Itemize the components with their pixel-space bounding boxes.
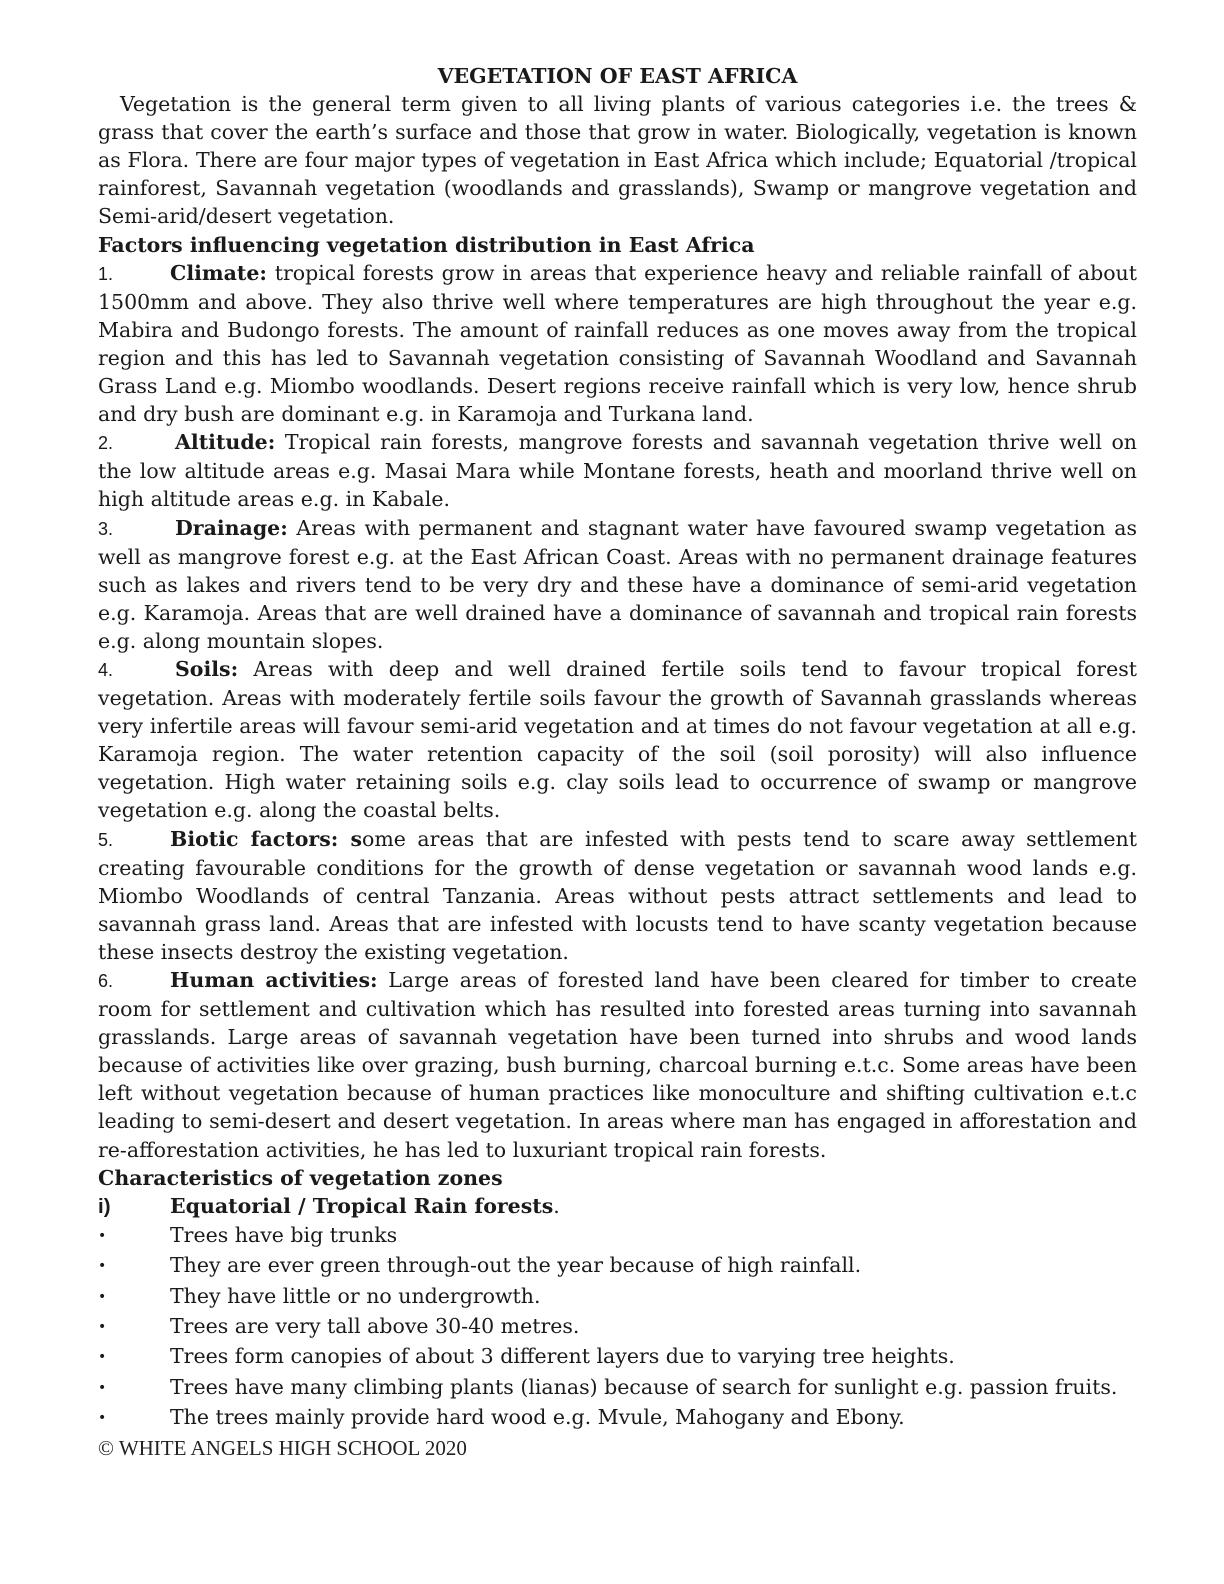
factor-text: Large areas of forested land have been cleared for timber to create room for settlement and cultivation which has resulted into forested areas turning into savannah grasslands. Large areas of savannah vegetation have been turned into shrubs and wood lands because of activities like over grazing, bush burning, charcoal burning e.t.c. Some areas have been left without vegetation because of human practices like monoculture and shifting cultivation e.t.c leading to semi-desert and desert vegetation. In areas where man has engaged in afforestation and re-afforestation activities, he has led to luxuriant tropical rain forests. xyxy=(98,968,1138,1162)
factor-text: Tropical rain forests, mangrove forests and savannah vegetation thrive well on the low altitude areas e.g. Masai Mara while Montane forests, heath and moorland thrive well on high altitude areas e.g. in Kabale. xyxy=(98,430,1137,512)
zone-heading xyxy=(98,1192,1137,1221)
factor-term: Human activities: xyxy=(170,968,378,992)
factor-number: 3. xyxy=(98,518,114,539)
copyright-footer: © WHITE ANGELS HIGH SCHOOL 2020 xyxy=(98,1435,467,1460)
list-item-text: Trees form canopies of about 3 different layers due to varying tree heights. xyxy=(170,1344,955,1369)
factor-text: Areas with deep and well drained fertile soils tend to favour tropical forest vegetation. Areas with moderately fertile soils favour the growth of Savannah grasslands whereas very infertile areas will favour semi-arid vegetation and at times do not favour vegetation at all e.g. Karamoja region. The water retention capacity of the soil (soil porosity) will also influence vegetation. High water retaining soils e.g. clay soils lead to occurrence of swamp or mangrove vegetation e.g. along the coastal belts. xyxy=(98,656,1137,823)
zone-number: i) xyxy=(98,1194,111,1218)
list-item-text: The trees mainly provide hard wood e.g. Mvule, Mahogany and Ebony. xyxy=(170,1405,905,1430)
factor-number: 2. xyxy=(98,433,114,454)
factor-number: 4. xyxy=(98,659,114,680)
factor-biotic xyxy=(98,825,1137,966)
list-item xyxy=(98,1312,1137,1342)
factor-climate xyxy=(98,259,1137,429)
list-item-text: They have little or no undergrowth. xyxy=(170,1283,541,1308)
factor-drainage xyxy=(98,514,1137,655)
factor-soils xyxy=(98,655,1137,825)
list-item xyxy=(98,1282,1137,1312)
page-title: VEGETATION OF EAST AFRICA xyxy=(437,64,798,88)
bullet-icon: • xyxy=(98,1227,107,1244)
list-item xyxy=(98,1251,1137,1281)
factor-term: Altitude: xyxy=(175,430,276,455)
factor-term: Soils: xyxy=(175,656,239,681)
factor-text: Areas with permanent and stagnant water have favoured swamp vegetation as well as mangrove forest e.g. at the East African Coast. Areas with no permanent drainage features such as lakes and rivers tend to be very dry and these have a dominance of semi-arid vegetation e.g. Karamoja. Areas that are well drained have a dominance of savannah and tropical rain forests e.g. along mountain slopes. xyxy=(98,515,1137,653)
zone-title: Equatorial / Tropical Rain forests xyxy=(170,1193,554,1218)
list-item xyxy=(98,1373,1137,1403)
factor-term: Drainage: xyxy=(175,515,288,540)
list-item-text: Trees have many climbing plants (lianas) because of search for sunlight e.g. passion fruits. xyxy=(170,1374,1118,1399)
bullet-icon: • xyxy=(98,1258,107,1275)
list-item xyxy=(98,1403,1137,1433)
list-item-text: Trees have big trunks xyxy=(170,1222,398,1247)
factor-text: tropical forests grow in areas that experience heavy and reliable rainfall of about 1500mm and above. They also thrive well where temperatures are high throughout the year e.g. Mabira and Budongo forests. The amount of rainfall reduces as one moves away from the tropical region and this has led to Savannah vegetation consisting of Savannah Woodland and Savannah Grass Land e.g. Miombo woodlands. Desert regions receive rainfall which is very low, hence shrub and dry bush are dominant e.g. in Karamoja and Turkana land. xyxy=(98,260,1137,427)
characteristics-heading: Characteristics of vegetation zones xyxy=(98,1165,503,1190)
factor-number: 6. xyxy=(98,971,114,991)
factor-human-activities xyxy=(98,966,1137,1164)
intro-paragraph: Vegetation is the general term given to all living plants of various categories i.e. the trees & grass that cover the earth’s surface and those that grow in water. Biologically, vegetation is known as Flora. There are four major types of vegetation in East Africa which include; Equatorial /tropical rainforest, Savannah vegetation (woodlands and grasslands), Swamp or mangrove vegetation and Semi-arid/desert vegetation. xyxy=(98,92,1137,229)
factor-text: ome areas that are infested with pests tend to scare away settlement creating favourable conditions for the growth of dense vegetation or savannah wood lands e.g. Miombo Woodlands of central Tanzania. Areas without pests attract settlements and lead to savannah grass land. Areas that are infested with locusts tend to have scanty vegetation because these insects destroy the existing vegetation. xyxy=(98,826,1137,964)
list-item-text: They are ever green through-out the year because of high rainfall. xyxy=(170,1253,862,1278)
factor-number: 1. xyxy=(98,263,114,284)
bullet-icon: • xyxy=(98,1288,107,1305)
factor-term: Climate: xyxy=(170,260,267,285)
list-item xyxy=(98,1221,1137,1251)
factor-number: 5. xyxy=(98,829,114,850)
bullet-icon: • xyxy=(98,1379,107,1396)
list-item xyxy=(98,1342,1137,1372)
bullet-icon: • xyxy=(98,1349,107,1366)
factor-altitude xyxy=(98,428,1137,513)
list-item-text: Trees are very tall above 30-40 metres. xyxy=(170,1314,580,1339)
bullet-icon: • xyxy=(98,1319,107,1336)
factors-heading: Factors influencing vegetation distribution in East Africa xyxy=(98,232,755,257)
factor-term: Biotic factors: s xyxy=(170,826,362,851)
bullet-icon: • xyxy=(98,1410,107,1427)
document-page xyxy=(98,62,1137,1462)
zone-title-end: . xyxy=(553,1193,560,1218)
